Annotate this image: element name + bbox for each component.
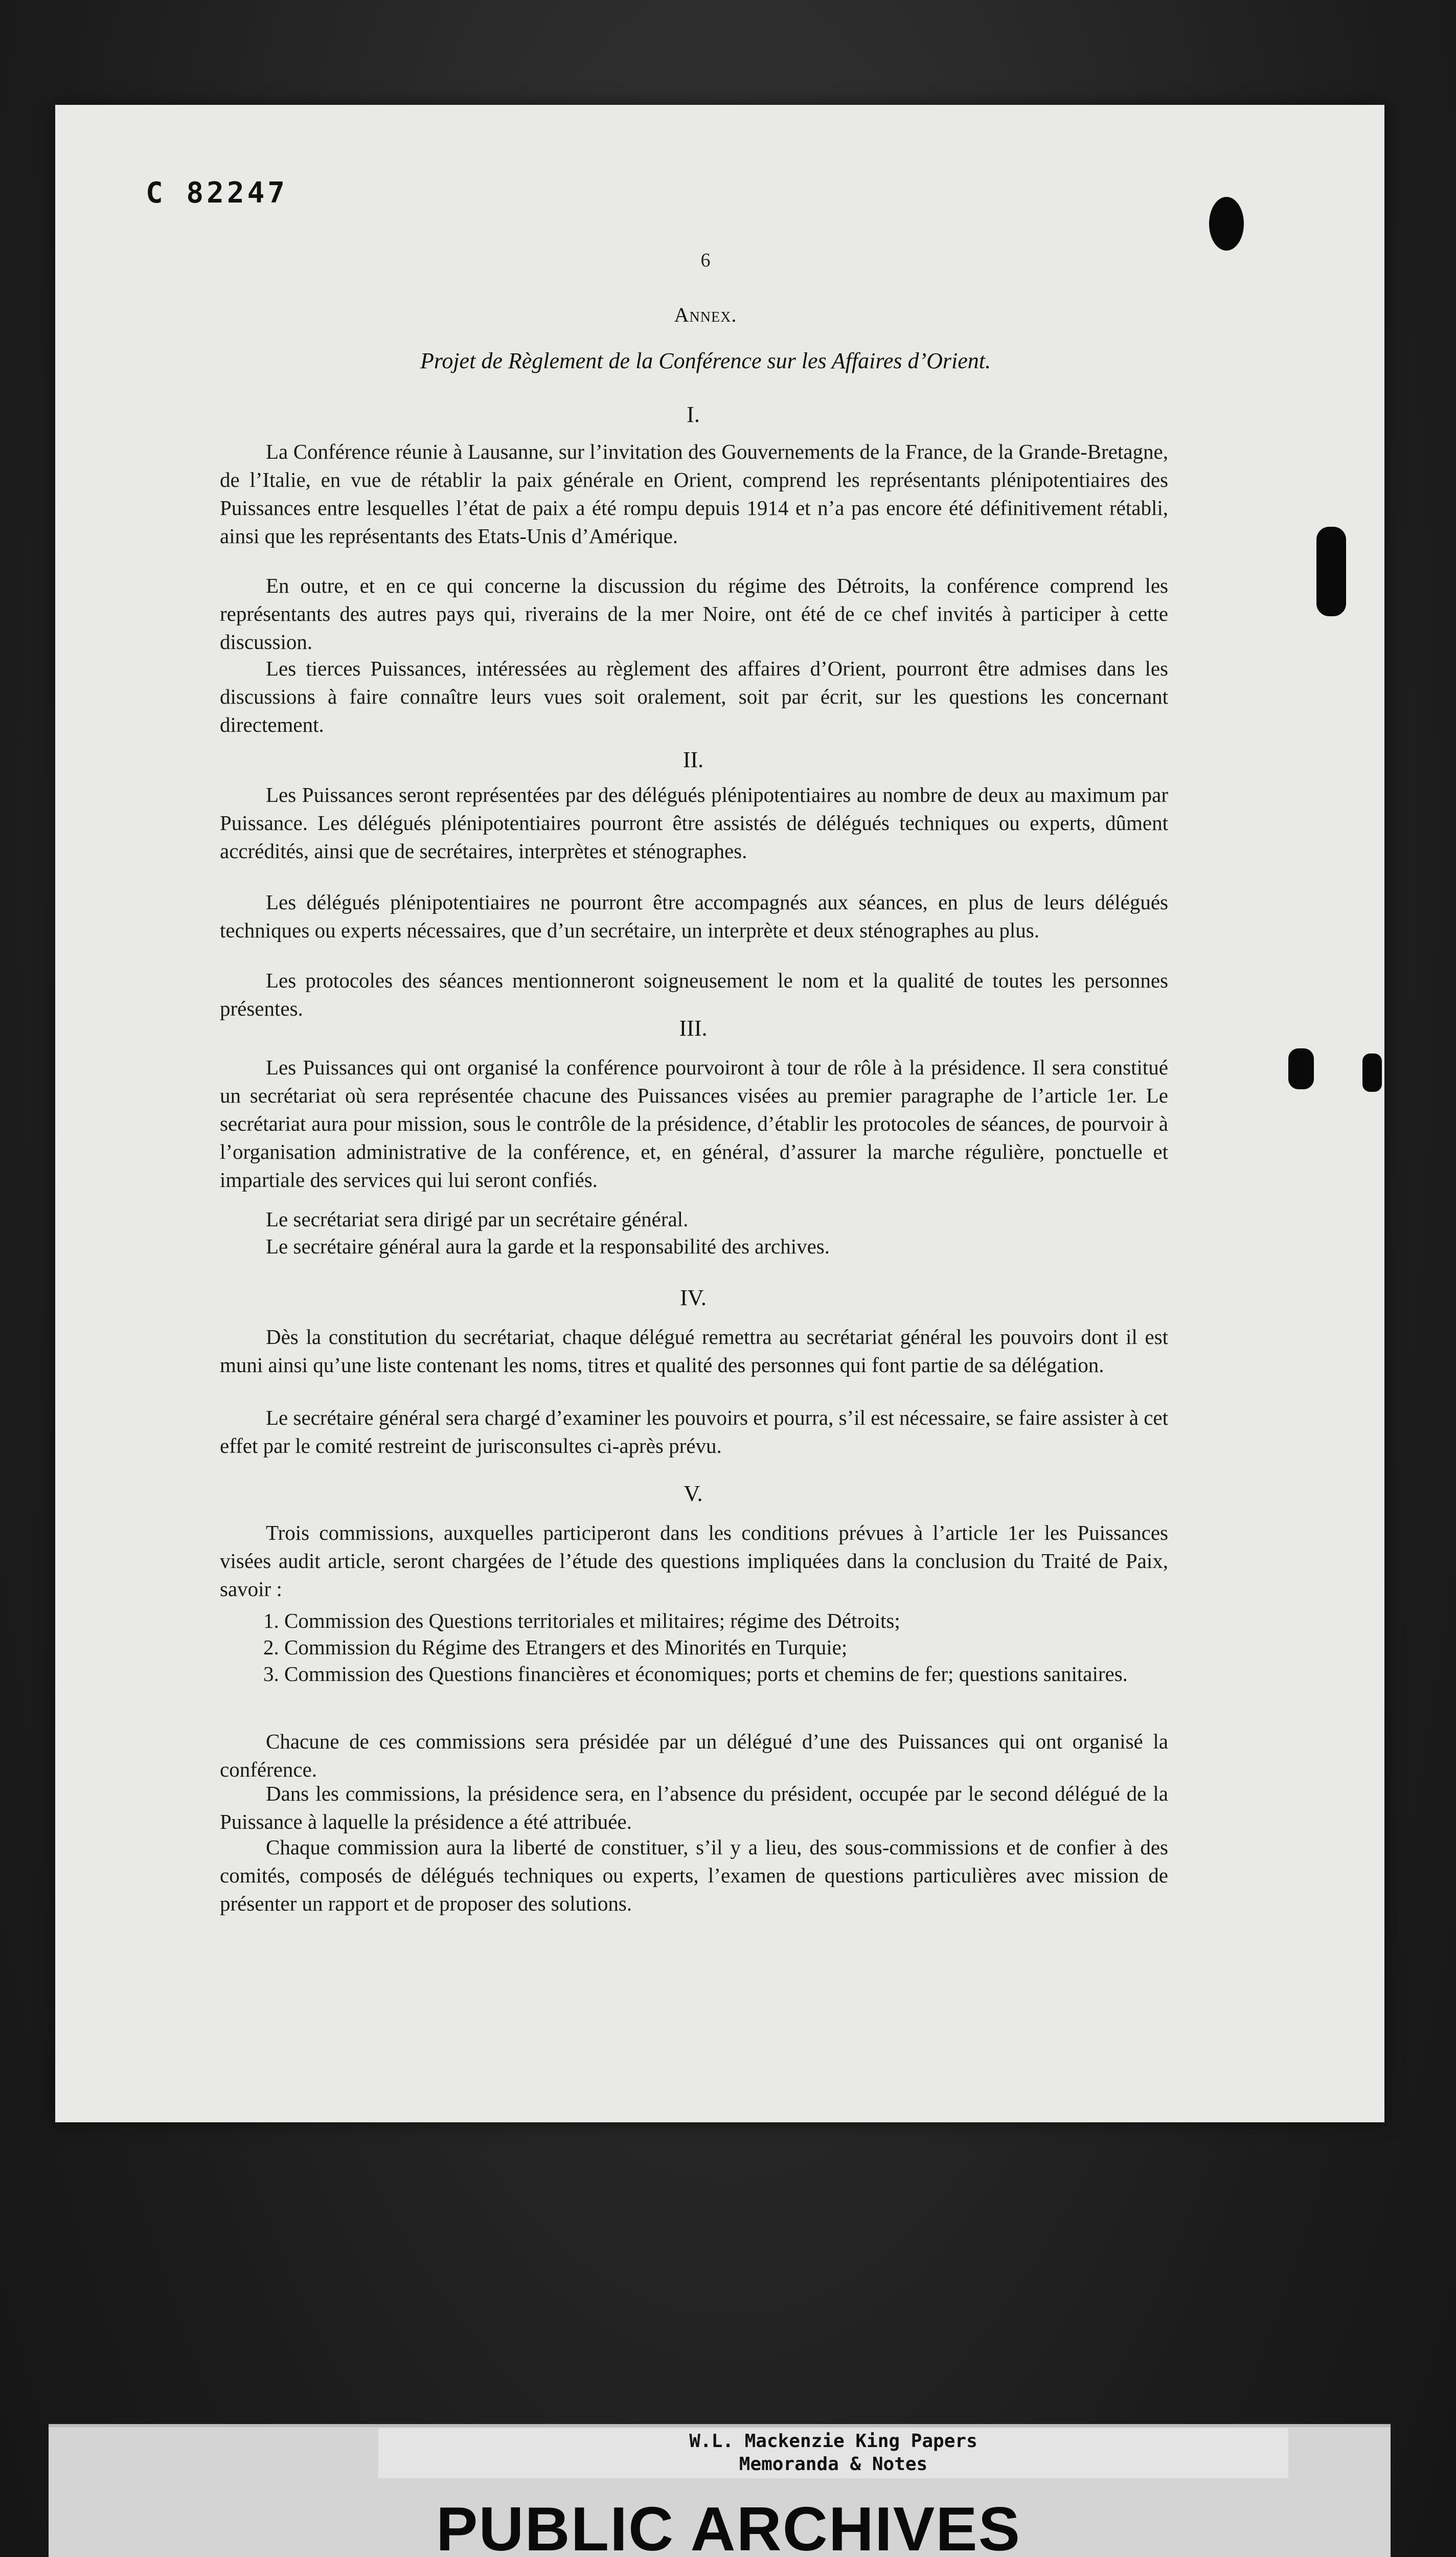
reference-number: C 82247 [146, 176, 288, 210]
annex-title: Annex. [674, 303, 737, 326]
section-2-paragraph: Les protocoles des séances mentionneront soigneusement le nom et la qualité de toutes les personnes présentes. [220, 969, 1168, 1020]
commission-list-item: 2. Commission du Régime des Etrangers et des Minorités en Turquie; [263, 1635, 848, 1659]
section-4-paragraph: Le secrétaire général sera chargé d’examiner les pouvoirs et pourra, s’il est nécessaire, se faire assister à cet effet par le comité restreint de jurisconsultes ci-après prévu. [220, 1406, 1168, 1457]
section-3-paragraph: Le secrétaire général aura la garde et la responsabilité des archives. [266, 1235, 830, 1258]
section-5-paragraph: Chaque commission aura la liberté de constituer, s’il y a lieu, des sous-commissions et de confier à des comités, composés de délégués techniques ou experts, l’examen de questions particulières avec mission de présenter un rapport et de proposer des solutions. [220, 1835, 1168, 1915]
section-1-paragraph: La Conférence réunie à Lausanne, sur l’invitation des Gouvernements de la France, de la Grande-Bretagne, de l’Italie, en vue de rétablir la paix générale en Orient, comprend les représentants plénipotentiaires des Puissances entre lesquelles l’état de paix a été rompu depuis 1914 et n’a pas encore été définitivement rétabli, ainsi que les représentants des Etats-Unis d’Amérique. [220, 440, 1168, 548]
section-5-paragraph: Chacune de ces commissions sera présidée par un délégué d’une des Puissances qui ont organisé la conférence. [220, 1730, 1168, 1781]
commission-list-item: 1. Commission des Questions territoriales et militaires; régime des Détroits; [263, 1609, 900, 1632]
collection-subtitle: Memoranda & Notes [739, 2454, 928, 2475]
section-heading-1: I. [687, 402, 700, 427]
section-5-paragraph: Trois commissions, auxquelles participeront dans les conditions prévues à l’article 1er les Puissances visées audit article, seront chargées de l’étude des questions impliquées dans la conclusion du Traité de Paix, savoir : [220, 1521, 1168, 1601]
section-heading-3: III. [679, 1016, 708, 1041]
binding-clip-mark [1316, 527, 1346, 616]
ink-blot-mark [1288, 1048, 1314, 1089]
archives-english-heading: PUBLIC ARCHIVES [436, 2494, 1021, 2557]
ink-blot-mark [1362, 1053, 1382, 1092]
section-3-paragraph: Le secrétariat sera dirigé par un secrétaire général. [266, 1207, 689, 1231]
commission-list-item: 3. Commission des Questions financières et économiques; ports et chemins de fer; questions sanitaires. [263, 1662, 1128, 1686]
section-heading-4: IV. [680, 1285, 707, 1310]
section-1-paragraph: En outre, et en ce qui concerne la discussion du régime des Détroits, la conférence comprend les représentants des autres pays qui, riverains de la mer Noire, ont été de ce chef invités à participer à cette discussion. [220, 574, 1168, 654]
punch-hole-mark [1209, 197, 1244, 251]
collection-title: W.L. Mackenzie King Papers [689, 2431, 977, 2452]
document-subtitle: Projet de Règlement de la Conférence sur les Affaires d’Orient. [420, 348, 991, 373]
section-2-paragraph: Les délégués plénipotentiaires ne pourront être accompagnés aux séances, en plus de leurs délégués techniques ou experts nécessaires, que d’un secrétaire, un interprète et deux sténographes au plus. [220, 890, 1168, 942]
section-2-paragraph: Les Puissances seront représentées par des délégués plénipotentiaires au nombre de deux au maximum par Puissance. Les délégués plénipotentiaires pourront être assistés de délégués techniques ou experts, dûment accrédités, ainsi que de secrétaires, interprètes et sténographes. [220, 783, 1168, 863]
section-heading-2: II. [682, 747, 704, 772]
section-3-paragraph: Les Puissances qui ont organisé la conférence pourvoiront à tour de rôle à la présidence. Il sera constitué un secrétariat où sera représentée chacune des Puissances visées au premier paragraphe de l’article 1er. Le secrétariat aura pour mission, sous le contrôle de la présidence, d’établir les protocoles de séances, de pourvoir à l’organisation administrative de la conférence, et, en général, d’assurer la marche régulière, ponctuelle et impartiale des services qui lui seront confiés. [220, 1056, 1168, 1192]
section-4-paragraph: Dès la constitution du secrétariat, chaque délégué remettra au secrétariat général les pouvoirs dont il est muni ainsi qu’une liste contenant les noms, titres et qualité des personnes qui font partie de sa délégation. [220, 1325, 1168, 1377]
page-number: 6 [700, 250, 711, 271]
section-heading-5: V. [684, 1481, 703, 1506]
section-1-paragraph: Les tierces Puissances, intéressées au règlement des affaires d’Orient, pourront être admises dans les discussions à faire connaître leurs vues soit oralement, soit par écrit, sur les questions les concernant directement. [220, 657, 1168, 736]
section-5-paragraph: Dans les commissions, la présidence sera, en l’absence du président, occupée par le second délégué de la Puissance à laquelle la présidence a été attribuée. [220, 1782, 1168, 1833]
